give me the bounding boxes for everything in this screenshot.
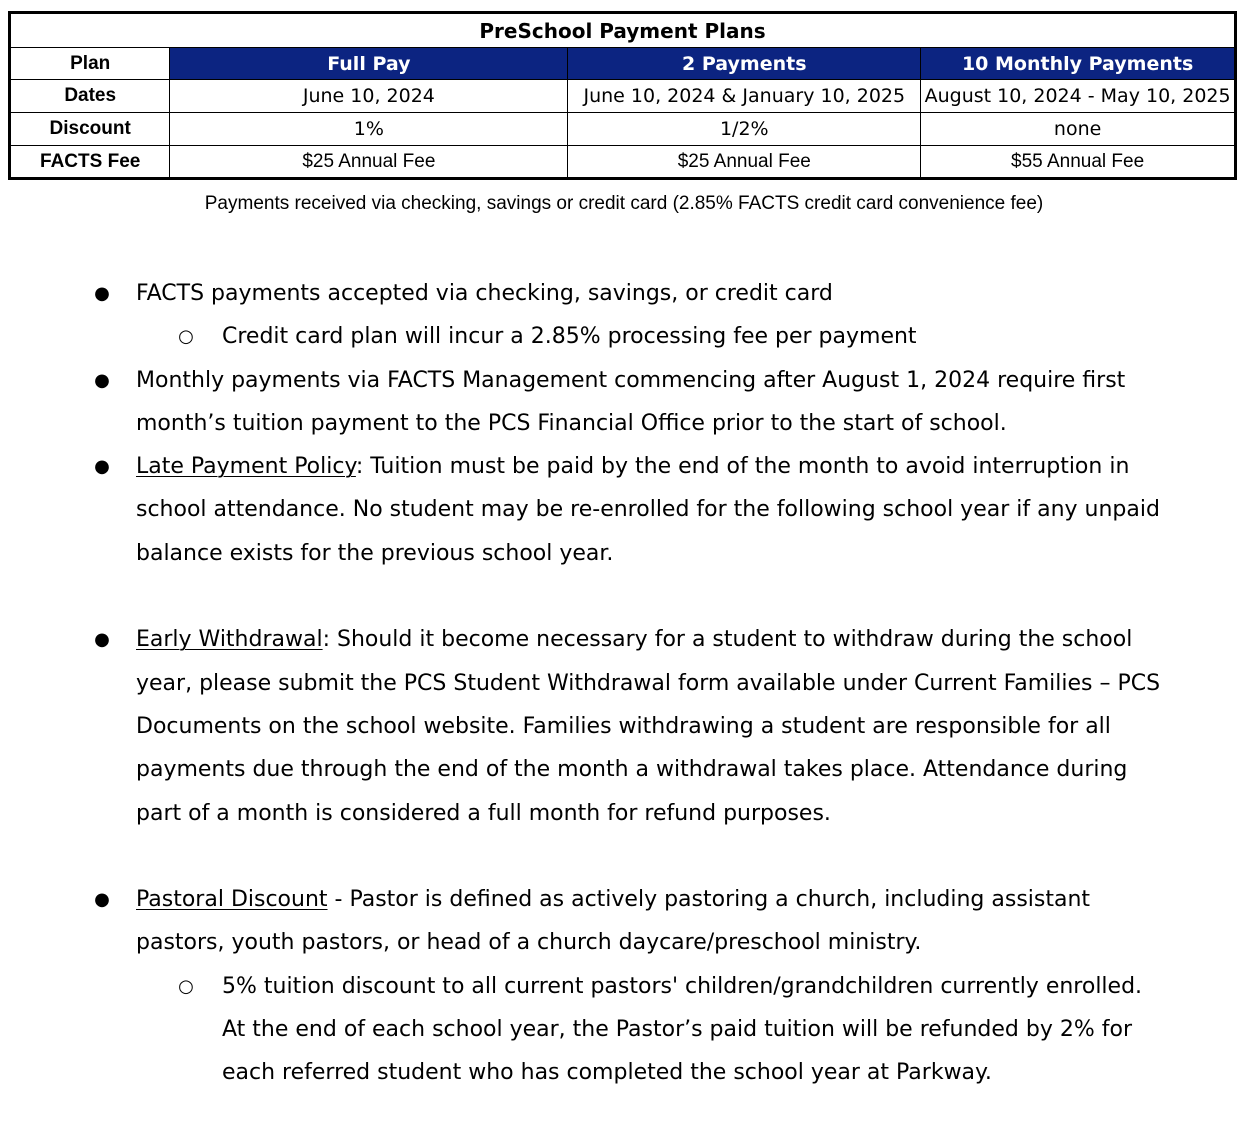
monthly-line-1: Monthly payments via FACTS Management commencing after August 1, 2024 require first: [136, 367, 1126, 393]
list-item-facts: [0, 272, 1248, 315]
discount-2-payments: 1/2%: [568, 113, 921, 146]
table-row-facts-fee: [10, 146, 1236, 179]
early-line-3: Documents on the school website. Families withdrawing a student are responsible for all: [136, 713, 1111, 739]
list-subitem-credit-card: [0, 315, 1248, 358]
late-line-3: balance exists for the previous school year.: [136, 540, 614, 566]
list-item-early-withdrawal: [0, 618, 1248, 834]
bullet-icon: ●: [94, 456, 110, 478]
late-payment-title: Late Payment Policy: [136, 454, 356, 480]
list-item-pastoral-discount: [0, 878, 1248, 965]
table-title: PreSchool Payment Plans: [10, 13, 1236, 48]
fee-10-monthly: $55 Annual Fee: [921, 146, 1236, 179]
policy-list: [0, 272, 1248, 1095]
table-row-dates: [10, 80, 1236, 113]
circle-bullet-icon: ○: [178, 975, 194, 997]
list-subitem-pastoral-refund: [0, 965, 1248, 1095]
early-line-2: year, please submit the PCS Student Withdrawal form available under Current Families – PCS: [136, 670, 1161, 696]
plan-label: Plan: [10, 48, 170, 80]
pastoral-sub-line-3: each referred student who has completed the school year at Parkway.: [222, 1060, 992, 1086]
row-label-dates: Dates: [10, 80, 170, 113]
early-line-5: part of a month is considered a full month for refund purposes.: [136, 800, 831, 826]
monthly-line-2: month’s tuition payment to the PCS Financial Office prior to the start of school.: [136, 410, 1007, 436]
plan-full-pay-header: Full Pay: [170, 48, 568, 80]
facts-text: FACTS payments accepted via checking, savings, or credit card: [136, 281, 833, 306]
list-item-monthly: [0, 359, 1248, 446]
bullet-icon: ●: [94, 629, 110, 651]
early-line-1: : Should it become necessary for a student to withdraw during the school: [322, 627, 1133, 653]
row-label-discount: Discount: [10, 113, 170, 146]
pastoral-discount-title: Pastoral Discount: [136, 887, 328, 913]
credit-card-text: Credit card plan will incur a 2.85% processing fee per payment: [222, 324, 917, 350]
plan-2-payments-header: 2 Payments: [568, 48, 921, 80]
list-item-late-payment: [0, 445, 1248, 575]
bullet-icon: ●: [94, 369, 110, 391]
pastoral-line-1: - Pastor is defined as actively pastoring a church, including assistant: [327, 887, 1091, 913]
fee-full-pay: $25 Annual Fee: [170, 146, 568, 179]
early-withdrawal-title: Early Withdrawal: [136, 627, 323, 653]
dates-10-monthly: August 10, 2024 - May 10, 2025: [921, 80, 1236, 113]
late-line-1: : Tuition must be paid by the end of the month to avoid interruption in: [355, 454, 1130, 480]
bullet-icon: ●: [94, 283, 110, 304]
pastoral-line-2: pastors, youth pastors, or head of a church daycare/preschool ministry.: [136, 930, 922, 956]
pastoral-sub-line-1: 5% tuition discount to all current pastors' children/grandchildren currently enrolled.: [222, 973, 1143, 999]
fee-2-payments: $25 Annual Fee: [568, 146, 921, 179]
row-label-facts-fee: FACTS Fee: [10, 146, 170, 179]
table-row-discount: [10, 113, 1236, 146]
table-note: Payments received via checking, savings or credit card (2.85% FACTS credit card convenience fee): [204, 193, 1044, 214]
circle-bullet-icon: ○: [178, 326, 194, 348]
late-line-2: school attendance. No student may be re-enrolled for the following school year if any unpaid: [136, 497, 1160, 523]
dates-2-payments: June 10, 2024 & January 10, 2025: [568, 80, 921, 113]
pastoral-sub-line-2: At the end of each school year, the Pastor’s paid tuition will be refunded by 2% for: [222, 1017, 1133, 1043]
early-line-4: payments due through the end of the month a withdrawal takes place. Attendance during: [136, 757, 1128, 783]
plan-10-monthly-header: 10 Monthly Payments: [921, 48, 1236, 80]
bullet-icon: ●: [94, 889, 110, 911]
payment-plans-table: [8, 11, 1237, 180]
discount-10-monthly: none: [921, 113, 1236, 146]
dates-full-pay: June 10, 2024: [170, 80, 568, 113]
discount-full-pay: 1%: [170, 113, 568, 146]
